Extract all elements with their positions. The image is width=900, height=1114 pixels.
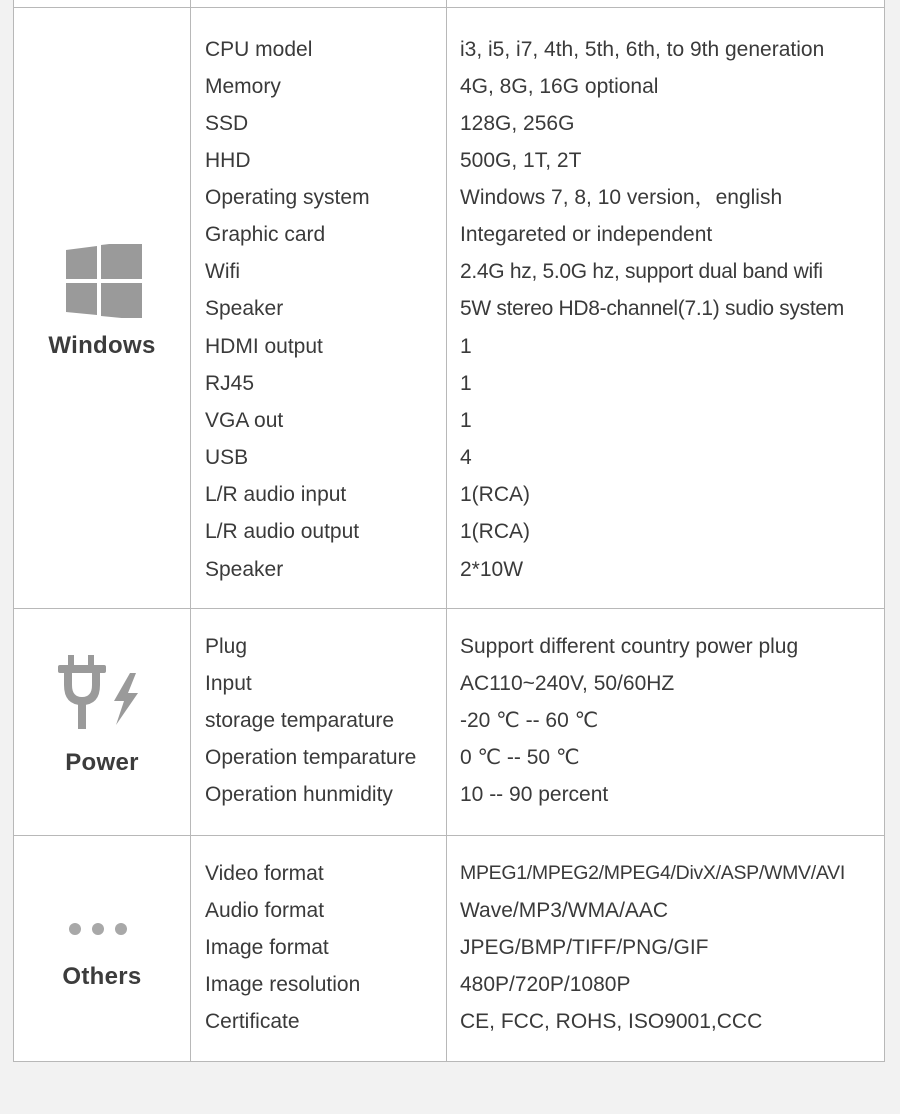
spec-row: [190, 328, 884, 365]
spec-row: [190, 513, 884, 550]
spec-row: [190, 855, 884, 892]
spec-value: 10 -- 90 percent: [460, 783, 609, 806]
spec-value: CE, FCC, ROHS, ISO9001,CCC: [460, 1010, 763, 1033]
spec-key: VGA out: [205, 409, 284, 432]
spec-row: [190, 142, 884, 179]
spec-value: Integareted or independent: [460, 223, 713, 246]
windows-logo-icon: [66, 244, 142, 318]
spec-value: 480P/720P/1080P: [460, 973, 631, 996]
spec-table: [13, 0, 885, 1062]
spec-value: 1: [460, 409, 472, 432]
spec-key: HHD: [205, 149, 251, 172]
spec-value: Wave/MP3/WMA/AAC: [460, 899, 669, 922]
spec-key: Audio format: [205, 899, 325, 922]
spec-key: Certificate: [205, 1010, 300, 1033]
spec-row: [190, 439, 884, 476]
spec-key: Image format: [205, 936, 329, 959]
section-others: [14, 835, 884, 1062]
category-others: [14, 836, 190, 1062]
spec-value: 4: [460, 446, 472, 469]
spec-value: 1(RCA): [460, 520, 531, 543]
spec-value: 128G, 256G: [460, 112, 575, 135]
spec-row: [190, 929, 884, 966]
spec-value: i3, i5, i7, 4th, 5th, 6th, to 9th generation: [460, 38, 825, 61]
spec-row: [190, 105, 884, 142]
spec-key: SSD: [205, 112, 249, 135]
category-power: [14, 609, 190, 835]
section-windows: [14, 7, 884, 608]
spec-row: [190, 665, 884, 702]
spec-key: Video format: [205, 862, 324, 885]
section-power: [14, 608, 884, 835]
spec-key: Operation hunmidity: [205, 783, 393, 806]
spec-value: 1(RCA): [460, 483, 531, 506]
spec-row: [190, 216, 884, 253]
spec-key: L/R audio output: [205, 520, 360, 543]
spec-value: 500G, 1T, 2T: [460, 149, 582, 172]
spec-row: [190, 179, 884, 216]
spec-value: 2.4G hz, 5.0G hz, support dual band wifi: [460, 260, 823, 283]
category-windows: [14, 8, 190, 608]
spec-value: MPEG1/MPEG2/MPEG4/DivX/ASP/WMV/AVI: [460, 862, 845, 884]
spec-row: [190, 966, 884, 1003]
spec-key: Memory: [205, 75, 281, 98]
spec-row: [190, 365, 884, 402]
spec-row: [190, 253, 884, 290]
category-label: Power: [65, 749, 139, 776]
spec-key: storage temparature: [205, 709, 395, 732]
table-top-edge: [14, 0, 884, 7]
spec-value: 5W stereo HD8-channel(7.1) sudio system: [460, 297, 844, 320]
spec-key: Input: [205, 672, 252, 695]
spec-key: Speaker: [205, 297, 284, 320]
spec-value: 1: [460, 372, 472, 395]
spec-row: [190, 476, 884, 513]
spec-key: RJ45: [205, 372, 255, 395]
more-dots-icon: [68, 922, 128, 936]
spec-row: [190, 290, 884, 327]
spec-value: 0 ℃ -- 50 ℃: [460, 746, 580, 769]
spec-row: [190, 31, 884, 68]
spec-key: Wifi: [205, 260, 240, 283]
spec-row: [190, 1003, 884, 1040]
spec-value: Support different country power plug: [460, 635, 799, 658]
spec-key: Graphic card: [205, 223, 326, 246]
spec-row: [190, 402, 884, 439]
spec-value: 2*10W: [460, 558, 524, 581]
power-plug-icon: [58, 655, 144, 737]
spec-value: AC110~240V, 50/60HZ: [460, 672, 675, 695]
spec-key: Operation temparature: [205, 746, 417, 769]
spec-value: JPEG/BMP/TIFF/PNG/GIF: [460, 936, 709, 959]
spec-key: HDMI output: [205, 335, 323, 358]
spec-key: Plug: [205, 635, 248, 658]
spec-key: Image resolution: [205, 973, 361, 996]
spec-row: [190, 551, 884, 588]
spec-row: [190, 739, 884, 776]
spec-value: 4G, 8G, 16G optional: [460, 75, 659, 98]
spec-key: Operating system: [205, 186, 370, 209]
spec-value: -20 ℃ -- 60 ℃: [460, 709, 599, 732]
spec-key: L/R audio input: [205, 483, 347, 506]
spec-row: [190, 628, 884, 665]
category-label: Windows: [48, 332, 156, 359]
spec-value: Windows 7, 8, 10 version，english: [460, 186, 783, 209]
spec-row: [190, 68, 884, 105]
spec-row: [190, 702, 884, 739]
spec-key: CPU model: [205, 38, 313, 61]
spec-row: [190, 776, 884, 813]
spec-key: USB: [205, 446, 249, 469]
spec-key: Speaker: [205, 558, 284, 581]
category-label: Others: [62, 963, 142, 990]
spec-value: 1: [460, 335, 472, 358]
spec-row: [190, 892, 884, 929]
